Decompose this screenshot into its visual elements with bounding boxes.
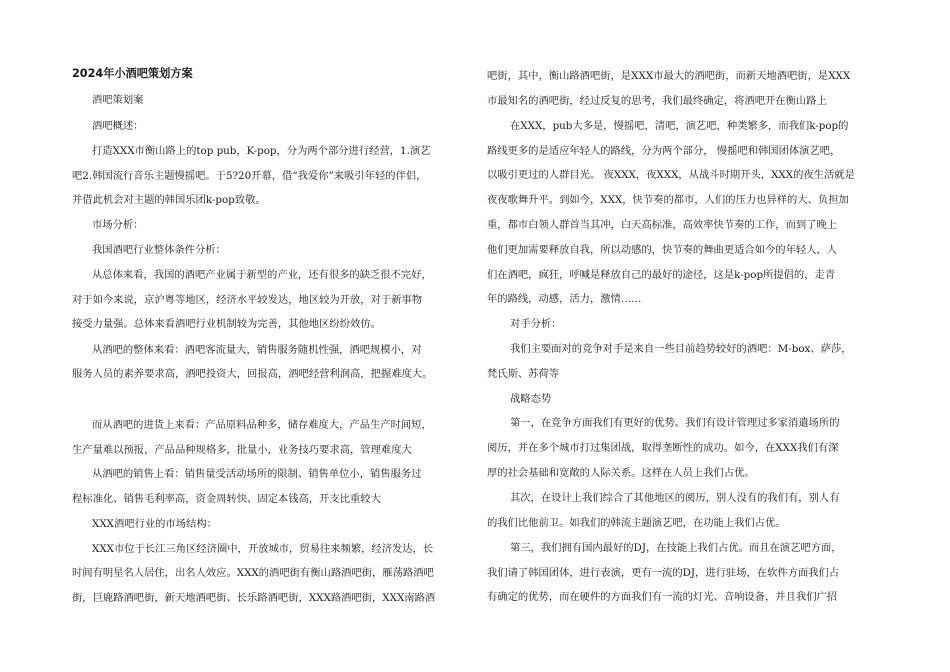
paragraph-line: 吧街，其中，衡山路酒吧街，是XXX市最大的酒吧街，而新天地酒吧街，是XXX	[487, 70, 851, 82]
paragraph-line: 接受力量强。总体来看酒吧行业机制较为完善，其他地区纷纷效仿。	[72, 318, 381, 330]
section-heading: 市场分析：	[92, 219, 144, 231]
paragraph-line: 我们主要面对的竞争对手是来自一些目前趋势较好的酒吧：M-box、萨莎，	[510, 343, 852, 355]
paragraph-line: 厚的社会基础和宽敞的人际关系。这样在人员上我们占优。	[487, 467, 755, 479]
paragraph-line: 时间有明星名人居住，出名人效应。XXX的酒吧街有衡山路酒吧街，雁荡路酒吧	[72, 567, 434, 579]
paragraph-line: 其次，在设计上我们综合了其他地区的阅历，别人没有的我们有，别人有	[510, 492, 840, 504]
paragraph-line: 从总体来看，我国的酒吧产业属于新型的产业，还有很多的缺乏很不完好，	[92, 269, 432, 281]
paragraph-line: 市最知名的酒吧街，经过反复的思考，我们最终确定，将酒吧开在衡山路上	[487, 95, 827, 107]
paragraph-line: 路线更多的是适应年轻人的路线，分为两个部分， 慢摇吧和韩国团体演艺吧，	[487, 145, 841, 157]
section-heading: 对手分析：	[510, 318, 562, 330]
section-heading: 我国酒吧行业整体条件分析：	[92, 244, 226, 256]
paragraph-line: 打造XXX市衡山路上的top pub，K-pop，分为两个部分进行经营，1.演艺	[92, 145, 431, 157]
paragraph-line: 从酒吧的整体来看：酒吧客流量大，销售服务随机性强，酒吧规模小，对	[92, 344, 422, 356]
paragraph-line: 在XXX，pub大多是，慢摇吧，清吧，演艺吧，种类繁多，而我们k-pop的	[510, 120, 849, 132]
paragraph-line: 第三，我们拥有国内最好的DJ，在技能上我们占优。而且在演艺吧方面，	[510, 542, 842, 554]
paragraph-line: 夜夜歌舞升平。到如今，XXX，快节奏的都市，人们的压力也异样的大、负担加	[487, 194, 849, 206]
paragraph-line: 阅历，并在多个城市打过集团战，取得垄断性的成功。如今，在XXX我们有深	[487, 442, 839, 454]
paragraph-line: 以吸引更过的人群目光。 夜XXX，夜XXX，从战斗时期开头，XXX的夜生活就是	[487, 169, 855, 181]
paragraph-line: 重，都市白领人群首当其冲，白天高标准，高效率快节奏的工作，而到了晚上	[487, 219, 838, 231]
paragraph-line: 吧2.韩国流行音乐主题慢摇吧。于5?20开幕，借“我爱你”来吸引年轻的伴侣，	[72, 170, 427, 182]
paragraph-line: 从酒吧的销售上看：销售量受活动场所的限制、销售单位小，销售服务过	[92, 468, 422, 480]
paragraph-line: 而从酒吧的进货上来看：产品原料品种多，储存难度大，产品生产时间短，	[92, 419, 432, 431]
paragraph-line: 对于如今来说，京沪粤等地区，经济水平较发达，地区较为开放，对于新事物	[72, 294, 423, 306]
paragraph-line: 街，巨鹿路酒吧街，新天地酒吧街、长乐路酒吧街，XXX路酒吧街，XXX南路酒	[72, 592, 436, 604]
paragraph-line: 生产量难以预报，产品品种规格多，批量小，业务技巧要求高，管理难度大	[72, 444, 412, 456]
paragraph-line: 程标准化、销售毛利率高，资金周转快、固定本钱高，开支比重较大	[72, 493, 381, 505]
paragraph-line: XXX市位于长江三角区经济圈中，开放城市，贸易往来频繁，经济发达，长	[92, 543, 434, 555]
paragraph-line: 服务人员的素养要求高，酒吧投资大，回报高，酒吧经营利润高，把握难度大。	[72, 368, 433, 380]
paragraph-line: 酒吧策划案	[92, 94, 144, 106]
paragraph-line: 梵氏斯、苏荷等	[487, 368, 560, 380]
section-heading: 战略态势	[510, 393, 552, 405]
paragraph-line: 他们更加需要释放自我，所以动感的，快节奏的舞曲更适合如今的年轻人，人	[487, 244, 838, 256]
section-heading: 酒吧概述：	[92, 120, 144, 132]
paragraph-line: 我们请了韩国团体，进行表演，更有一流的DJ，进行驻场，在软件方面我们占	[487, 567, 840, 579]
paragraph-line: 第一，在竞争方面我们有更好的优势。我们有设计管理过多家消遣场所的	[510, 417, 840, 429]
paragraph-line: 有确定的优势，而在硬件的方面我们有一流的灯光、音响设备，并且我们广招	[487, 591, 838, 603]
document-title: 2024年小酒吧策划方案	[72, 67, 193, 80]
paragraph-line: 们在酒吧，疯狂，呼喊是释放自己的最好的途径，这是k-pop所提倡的，走青	[487, 269, 836, 281]
paragraph-line: 并借此机会对主题的韩国乐团k-pop致敬。	[72, 194, 266, 206]
paragraph-line: 年的路线，动感，活力，激情……	[487, 293, 642, 305]
paragraph-line: 的我们比他前卫。如我们的韩流主题演艺吧，在功能上我们占优。	[487, 517, 786, 529]
section-heading: XXX酒吧行业的市场结构：	[92, 518, 217, 530]
